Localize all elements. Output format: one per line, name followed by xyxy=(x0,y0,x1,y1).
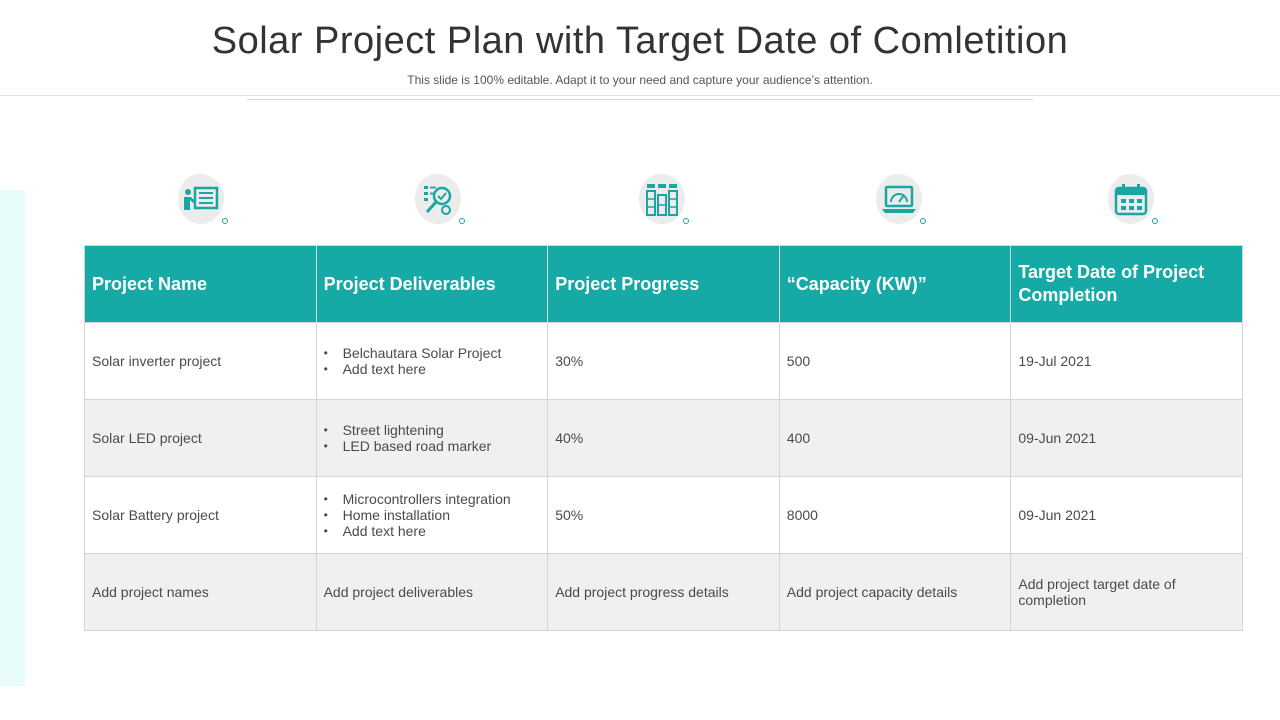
cell-capacity: 500 xyxy=(779,323,1011,400)
cell-target-date: 09-Jun 2021 xyxy=(1011,477,1243,554)
deliverables-list xyxy=(324,422,541,454)
cell-deliverables xyxy=(316,323,548,400)
cell-deliverables: Add project deliverables xyxy=(316,554,548,631)
cell-capacity: 8000 xyxy=(779,477,1011,554)
checklist-magnifier-icon xyxy=(413,172,469,228)
page-title: Solar Project Plan with Target Date of Comletition xyxy=(211,20,1069,62)
calendar-icon xyxy=(1106,172,1162,228)
list-item: • Add text here xyxy=(343,523,541,539)
cell-project-name: Solar Battery project xyxy=(85,477,317,554)
deliverables-list xyxy=(324,345,541,377)
cell-project-name: Solar LED project xyxy=(85,400,317,477)
header-project-name: Project Name xyxy=(85,246,317,323)
cell-deliverables xyxy=(316,477,548,554)
header-capacity: “Capacity (KW)” xyxy=(779,246,1011,323)
cell-progress: Add project progress details xyxy=(548,554,780,631)
table-row xyxy=(85,400,1243,477)
table-row xyxy=(85,323,1243,400)
list-item: • Add text here xyxy=(343,361,541,377)
list-item: • Microcontrollers integration xyxy=(343,491,541,507)
table-row xyxy=(85,477,1243,554)
table-row xyxy=(85,554,1243,631)
cell-capacity: Add project capacity details xyxy=(779,554,1011,631)
deliverables-list xyxy=(324,491,541,539)
table-header-row xyxy=(85,246,1243,323)
list-item: • LED based road marker xyxy=(343,438,541,454)
presentation-board-icon xyxy=(176,172,232,228)
header-target-date: Target Date of Project Completion xyxy=(1011,246,1243,323)
list-item: • Home installation xyxy=(343,507,541,523)
side-accent-bar xyxy=(0,190,25,686)
project-plan-table xyxy=(84,245,1243,631)
cell-project-name: Add project names xyxy=(85,554,317,631)
cell-target-date: 09-Jun 2021 xyxy=(1011,400,1243,477)
header-project-deliverables: Project Deliverables xyxy=(316,246,548,323)
cell-target-date: 19-Jul 2021 xyxy=(1011,323,1243,400)
cell-target-date: Add project target date of completion xyxy=(1011,554,1243,631)
list-item: • Street lightening xyxy=(343,422,541,438)
solar-panel-bars-icon xyxy=(637,172,693,228)
list-item: • Belchautara Solar Project xyxy=(343,345,541,361)
cell-progress: 40% xyxy=(548,400,780,477)
laptop-gauge-icon xyxy=(874,172,930,228)
header-project-progress: Project Progress xyxy=(548,246,780,323)
cell-progress: 30% xyxy=(548,323,780,400)
page-subtitle: This slide is 100% editable. Adapt it to your need and capture your audience’s attention. xyxy=(407,73,873,87)
cell-deliverables xyxy=(316,400,548,477)
header-divider xyxy=(0,95,1280,96)
cell-capacity: 400 xyxy=(779,400,1011,477)
title-underline xyxy=(247,99,1033,100)
cell-progress: 50% xyxy=(548,477,780,554)
cell-project-name: Solar inverter project xyxy=(85,323,317,400)
